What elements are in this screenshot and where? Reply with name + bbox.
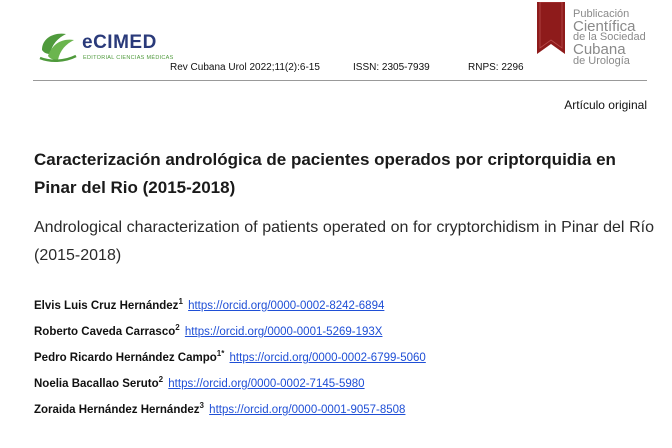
author-affiliation: 2 — [175, 323, 180, 333]
article-type: Artículo original — [564, 98, 647, 112]
publication-line: Científica — [573, 17, 636, 35]
author-row — [34, 323, 654, 352]
author-affiliation: 1 — [178, 297, 183, 307]
orcid-link[interactable]: https://orcid.org/0000-0001-5269-193X — [184, 326, 383, 338]
orcid-link[interactable]: https://orcid.org/0000-0002-8242-6894 — [188, 300, 385, 312]
author-row — [34, 375, 654, 404]
society-ribbon-icon — [537, 2, 565, 54]
author-row — [34, 349, 654, 378]
publication-line: de Urología — [573, 54, 630, 67]
logo-name: eCIMED — [82, 32, 157, 53]
logo-subtitle: EDITORIAL CIENCIAS MÉDICAS — [83, 55, 174, 61]
ecimed-logo — [38, 30, 178, 66]
orcid-link[interactable]: https://orcid.org/0000-0001-9057-8508 — [209, 404, 406, 416]
orcid-link[interactable]: https://orcid.org/0000-0002-6799-5060 — [229, 352, 426, 364]
author-name: Roberto Caveda Carrasco — [34, 326, 176, 338]
author-name: Zoraida Hernández Hernández — [34, 404, 200, 416]
author-row — [34, 401, 654, 430]
journal-citation: Rev Cubana Urol 2022;11(2):6-15 — [170, 62, 320, 73]
society-publication-label — [573, 10, 646, 67]
title-english: Andrological characterization of patients operated on for cryptorchidism in Pinar del Río (2015-2018) — [34, 219, 654, 264]
author-affiliation: 2 — [158, 375, 164, 385]
header-divider — [33, 80, 647, 81]
publication-line: Cubana — [573, 41, 626, 59]
publication-line: de la Sociedad — [573, 31, 646, 44]
rnps: RNPS: 2296 — [468, 62, 524, 73]
author-name: Pedro Ricardo Hernández Campo — [34, 352, 217, 364]
author-name: Noelia Bacallao Seruto — [34, 378, 159, 390]
author-affiliation: 1* — [216, 349, 225, 359]
author-affiliation: 3 — [199, 401, 204, 411]
issn: ISSN: 2305-7939 — [353, 62, 430, 73]
title-spanish: Caracterización andrológica de pacientes operados por criptorquidia en Pinar del Rio (2015-2018) — [34, 150, 616, 197]
publication-line: Publicación — [573, 8, 630, 20]
orcid-link[interactable]: https://orcid.org/0000-0002-7145-5980 — [168, 378, 365, 390]
ecimed-leaf-icon — [38, 30, 78, 64]
author-row — [34, 297, 654, 326]
author-list — [34, 297, 654, 430]
author-name: Elvis Luis Cruz Hernández — [34, 300, 179, 312]
